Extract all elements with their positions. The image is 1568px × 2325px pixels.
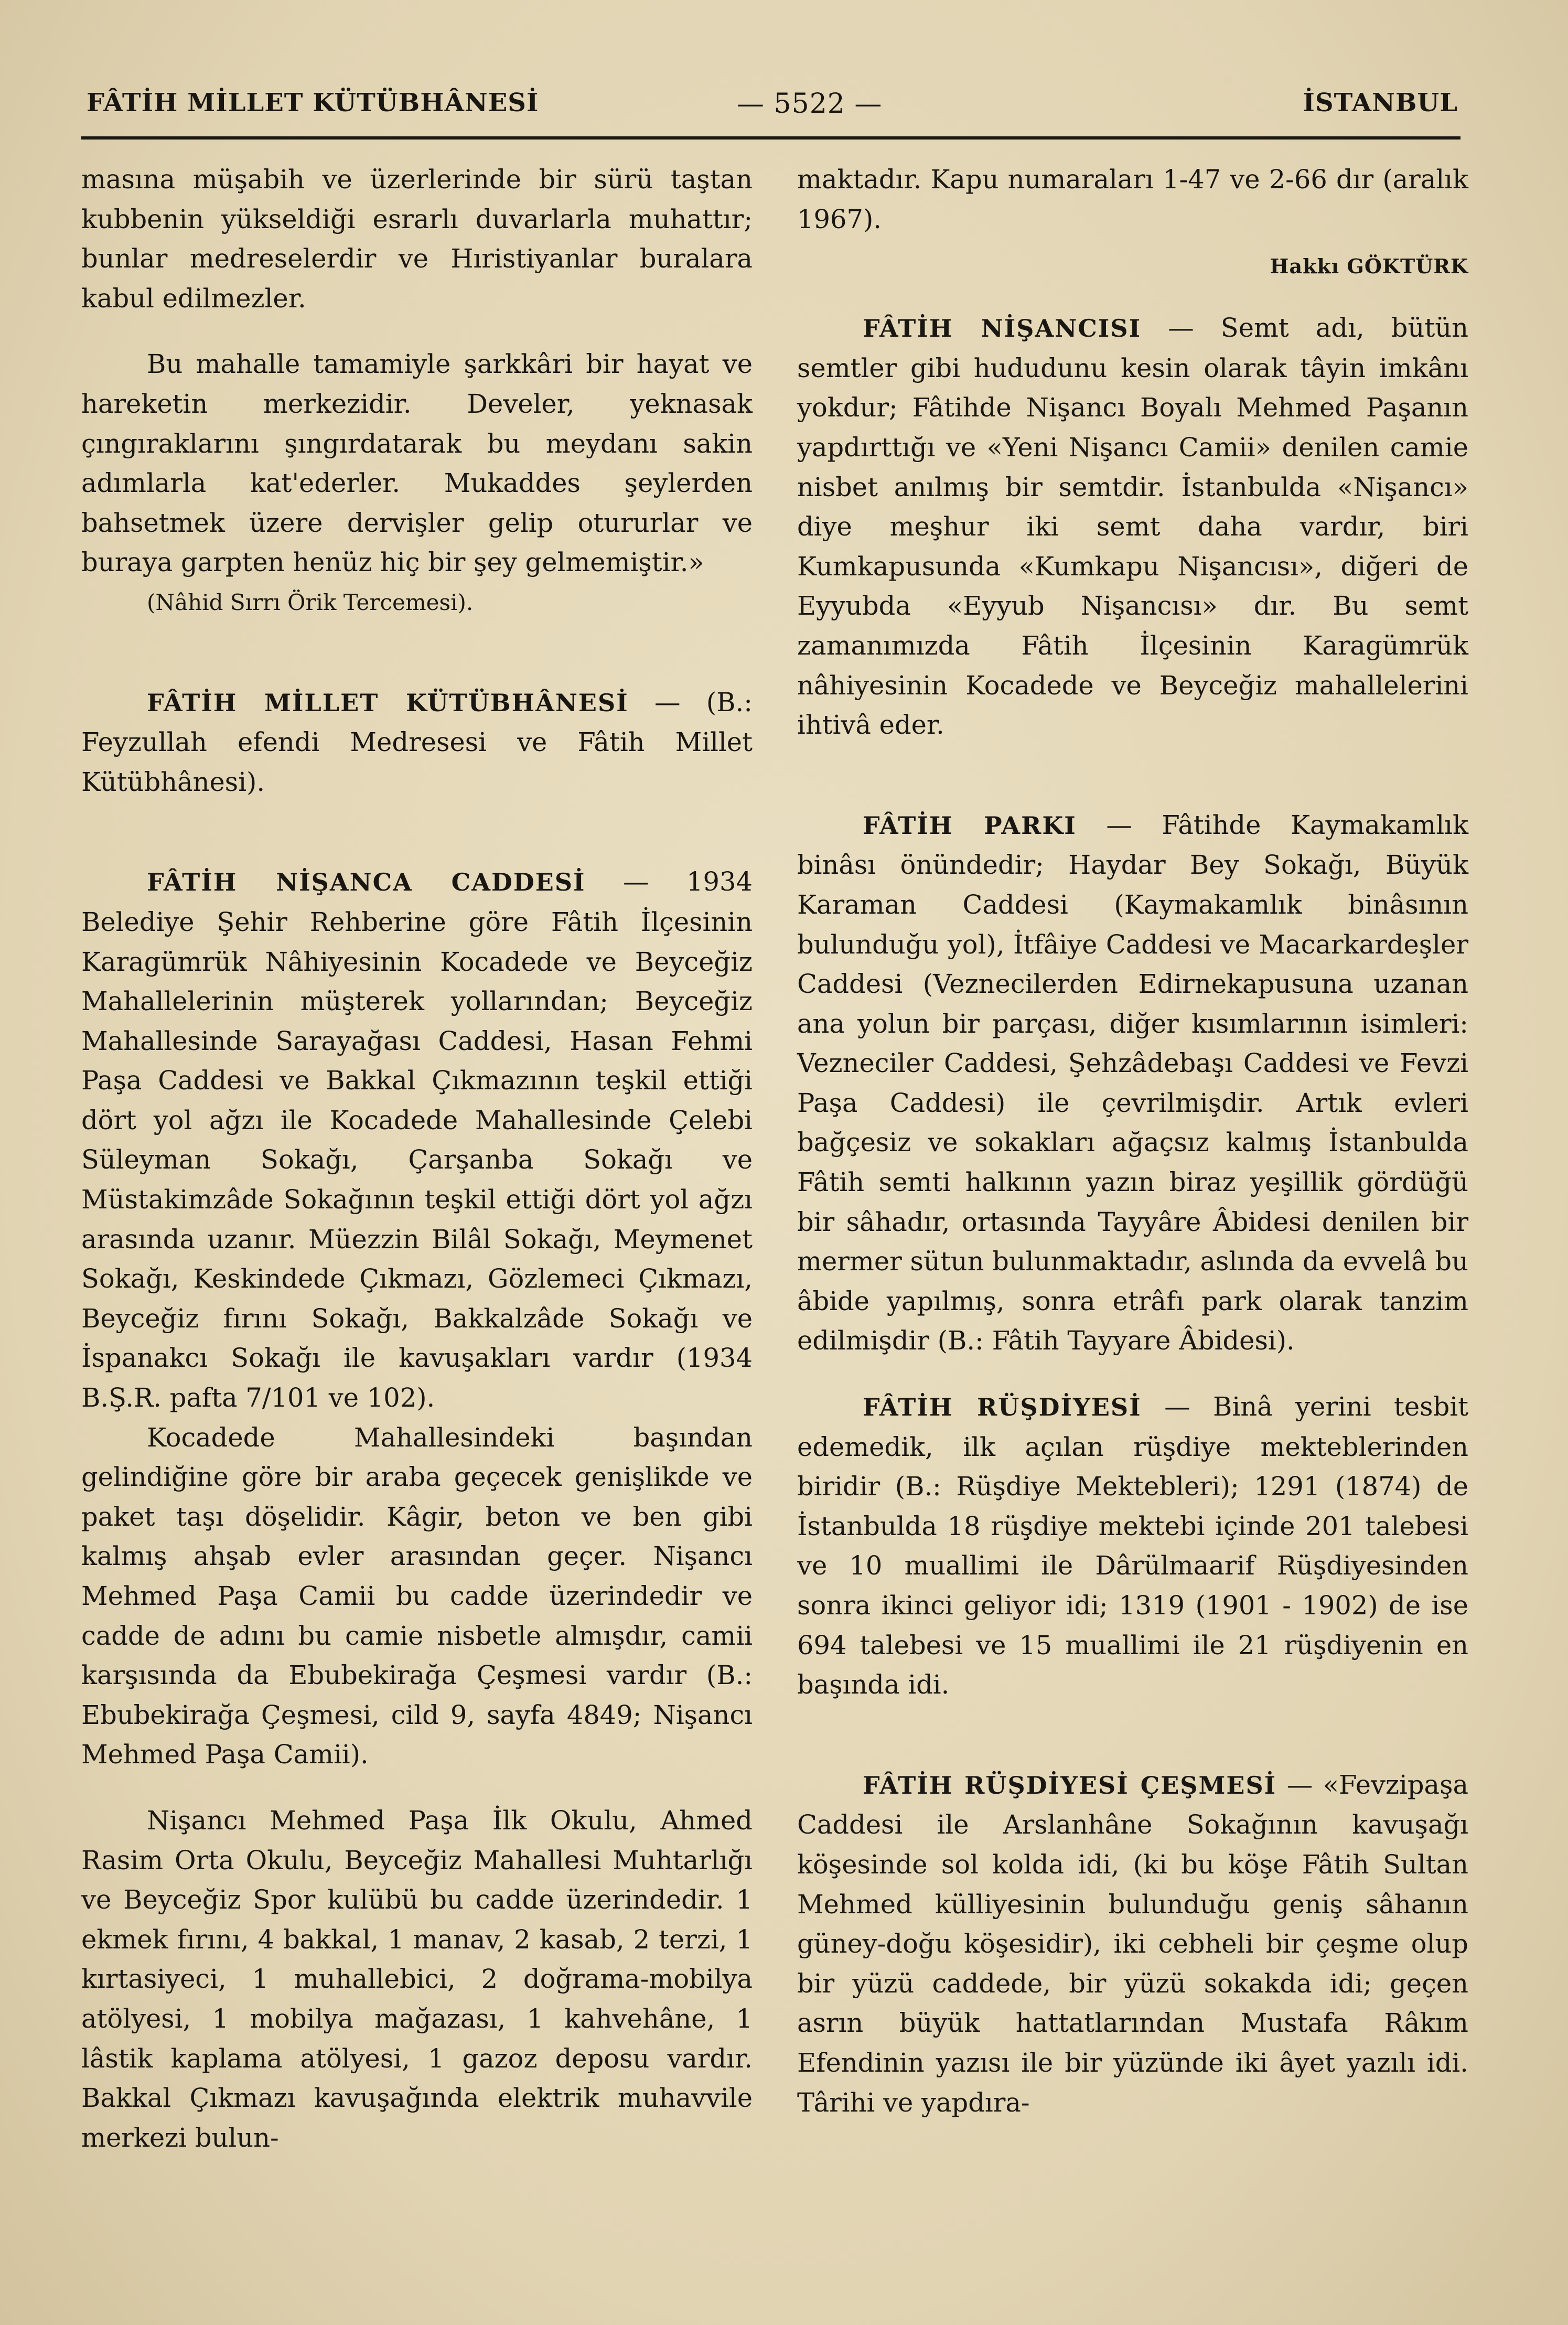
entry-text: — Fâtihde Kaymakamlık binâsı önündedir; Haydar Bey Sokağı, Büyük Karaman Caddesi (Kaymakamlık binâsının bulunduğu yol), İtfâiye Caddesi ve Macarkardeşler Caddesi (Veznecilerden Edirnekapusuna uzanan ana yolun bir parçası, diğer kısımlarının isimleri: Vezneciler Caddesi, Şehzâdebaşı Caddesi ve Fevzi Paşa Caddesi) ile çevrilmişdir. Artık evleri bağçesiz ve sokakları ağaçsız kalmış İstanbulda Fâtih semti halkının yazın biraz yeşillik gördüğü bir sâhadır, ortasında Tayyâre Âbidesi denilen bir mermer sütun bulunmaktadır, aslında da evvelâ bu âbide yapılmış, sonra etrâfı park olarak tanzim edilmişdir (B.: Fâtih Tayyare Âbidesi). <box>797 809 1468 1356</box>
right-paragraph-continued: maktadır. Kapu numaraları 1-47 ve 2-66 dır (aralık 1967). <box>797 164 1468 234</box>
left-paragraph-continued: masına müşabih ve üzerlerinde bir sürü taştan kubbenin yükseldiği esrarlı duvarlarla muhattır; bunlar medreselerdir ve Hıristiyanlar buralara kabul edilmezler. <box>81 164 753 314</box>
entry-nisancisi <box>797 308 1468 745</box>
entry-text: — «Fevzipaşa Caddesi ile Arslanhâne Sokağının kavuşağı köşesinde sol kolda idi, (ki bu köşe Fâtih Sultan Mehmed külliyesinin bulunduğu geniş sâhanın güney-doğu köşesidir), iki cebheli bir çeşme olup bir yüzü caddede, bir yüzü sokakda idi; geçen asrın büyük hattatlarından Mustafa Râkım Efendinin yazısı ile bir yüzünde iki âyet yazılı idi. Târihi ve yapdıra- <box>797 1769 1468 2118</box>
entry-nisanca-caddesi <box>81 862 753 1418</box>
entry-title: FÂTİH NİŞANCISI <box>863 314 1142 343</box>
left-paragraph-quote: Bu mahalle tamamiyle şarkkâri bir hayat ve hareketin merkezidir. Develer, yeknasak çıngıraklarını şıngırdatarak bu meydanı sakin adımlarla kat'ederler. Mukaddes şeylerden bahsetmek üzere dervişler gelip otururlar ve buraya garpten henüz hiç bir şey gelmemiştir.» <box>81 349 753 578</box>
header-rule <box>81 136 1460 140</box>
entry-text: — Binâ yerini tesbit edemedik, ilk açılan rüşdiye mekteblerinden biridir (B.: Rüşdiye Mektebleri); 1291 (1874) de İstanbulda 18 rüşdiye mektebi içinde 201 talebesi ve 10 muallimi ile Dârülmaarif Rüşdiyesinden sonra ikinci geliyor idi; 1319 (1901 - 1902) de ise 694 talebesi ve 15 muallimi ile 21 rüşdiyenin en başında idi. <box>797 1391 1468 1700</box>
entry-title: FÂTİH RÜŞDİYESİ ÇEŞMESİ <box>863 1771 1277 1799</box>
entry-rusdiyesi <box>797 1387 1468 1705</box>
entry-rusdiyesi-cesmesi <box>797 1765 1468 2123</box>
entry-millet-kutubhanesi <box>81 683 753 802</box>
entry-title: FÂTİH NİŞANCA CADDESİ <box>147 868 586 897</box>
header-city: İSTANBUL <box>1303 88 1458 117</box>
author-byline: Hakkı GÖKTÜRK <box>1270 254 1468 278</box>
entry-text: — (B.: Feyzullah efendi Medresesi ve Fâtih Millet Kütübhânesi). <box>81 687 753 797</box>
entry-title: FÂTİH MİLLET KÜTÜBHÂNESİ <box>147 688 629 717</box>
entry-title: FÂTİH RÜŞDİYESİ <box>863 1393 1142 1422</box>
entry-text: — Semt adı, bütün semtler gibi hududunu kesin olarak tâyin imkânı yokdur; Fâtihde Nişancı Boyalı Mehmed Paşanın yapdırttığı ve «Yeni Nişancı Camii» denilen camie nisbet anılmış bir semtdir. İstanbulda «Nişancı» diye meşhur iki semt daha vardır, biri Kumkapusunda «Kumkapu Nişancısı», diğeri de Eyyubda «Eyyub Nişancısı» dır. Bu semt zamanımızda Fâtih İlçesinin Karagümrük nâhiyesinin Kocadede ve Beyceğiz mahallelerini ihtivâ eder. <box>797 313 1468 741</box>
entry-title: FÂTİH PARKI <box>863 811 1077 840</box>
running-header <box>81 88 1458 125</box>
translator-note: (Nâhid Sırrı Örik Tercemesi). <box>147 589 474 615</box>
entry-paragraph: Nişancı Mehmed Paşa İlk Okulu, Ahmed Rasim Orta Okulu, Beyceğiz Mahallesi Muhtarlığı ve Beyceğiz Spor kulübü bu cadde üzerindedir. 1 ekmek fırını, 4 bakkal, 1 manav, 2 kasab, 2 terzi, 1 kırtasiyeci, 1 muhallebici, 2 doğrama-mobilya atölyesi, 1 mobilya mağazası, 1 kahvehâne, 1 lâstik kaplama atölyesi, 1 gazoz deposu vardır. Bakkal Çıkmazı kavuşağında elektrik muhavvile merkezi bulun- <box>81 1805 753 2153</box>
header-title: FÂTİH MİLLET KÜTÜBHÂNESİ <box>87 88 539 117</box>
entry-paragraph: Kocadede Mahallesindeki başından gelindiğine göre bir araba geçecek genişlikde ve paket taşı döşelidir. Kâgir, beton ve ben gibi kalmış ahşab evler arasından geçer. Nişancı Mehmed Paşa Camii bu cadde üzerindedir ve cadde de adını bu camie nisbetle almışdır, camii karşısında da Ebubekirağa Çeşmesi vardır (B.: Ebubekirağa Çeşmesi, cild 9, sayfa 4849; Nişancı Mehmed Paşa Camii). <box>81 1422 753 1770</box>
entry-text: — 1934 Belediye Şehir Rehberine göre Fâtih İlçesinin Karagümrük Nâhiyesinin Kocadede ve Beyceğiz Mahallelerinin müşterek yollarından; Beyceğiz Mahallesinde Sarayağası Caddesi, Hasan Fehmi Paşa Caddesi ve Bakkal Çıkmazının teşkil ettiği dört yol ağzı ile Kocadede Mahallesinde Çelebi Süleyman Sokağı, Çarşanba Sokağı ve Müstakimzâde Sokağının teşkil ettiği dört yol ağzı arasında uzanır. Müezzin Bilâl Sokağı, Meymenet Sokağı, Keskindede Çıkmazı, Gözlemeci Çıkmazı, Beyceğiz fırını Sokağı, Bakkalzâde Sokağı ve İspanakcı Sokağı ile kavuşakları vardır (1934 B.Ş.R. pafta 7/101 ve 102). <box>81 866 753 1413</box>
page-number: — 5522 — <box>737 88 883 120</box>
right-column <box>797 160 1468 2123</box>
entry-parki <box>797 806 1468 1361</box>
left-column <box>81 160 753 2158</box>
